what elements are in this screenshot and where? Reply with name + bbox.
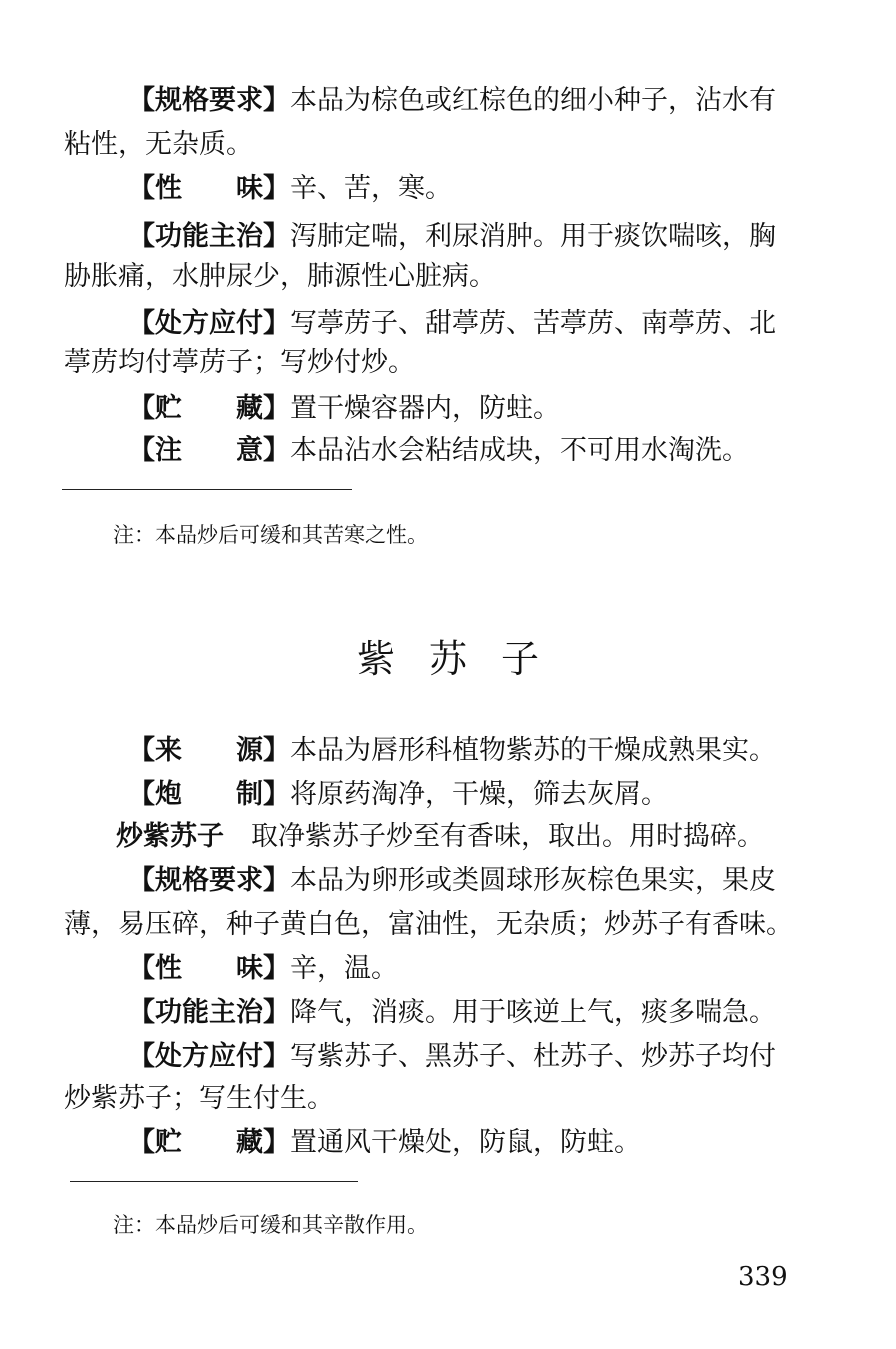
- spec-paragraph: [64, 76, 824, 126]
- function2-heading: 【功能主治】: [128, 997, 290, 1028]
- page-number: 339: [738, 1262, 788, 1292]
- prescription-heading: 【处方应付】: [128, 308, 290, 339]
- function-text-line1: 泻肺定喘，利尿消肿。用于痰饮喘咳，胸: [290, 221, 776, 252]
- function-text-line2: 胁胀痛，水肿尿少，肺源性心脏病。: [64, 261, 496, 292]
- caution-text: 本品沾水会粘结成块，不可用水淘洗。: [290, 435, 749, 466]
- footnote-divider: [62, 489, 352, 490]
- storage2-text: 置通风干燥处，防鼠，防蛀。: [290, 1127, 641, 1158]
- spec-text-line1: 本品为棕色或红棕色的细小种子，沾水有: [290, 85, 776, 116]
- prescription2-text-line2: 炒紫苏子；写生付生。: [64, 1083, 334, 1114]
- prescription2-paragraph-cont: [64, 1074, 824, 1124]
- spec2-paragraph: [64, 856, 824, 906]
- spec-paragraph-cont: [64, 120, 824, 170]
- taste-heading: 【性 味】: [128, 173, 290, 204]
- taste2-heading: 【性 味】: [128, 953, 290, 984]
- storage2-paragraph: [64, 1118, 824, 1168]
- spec2-text-line1: 本品为卵形或类圆球形灰棕色果实，果皮: [290, 865, 776, 896]
- storage2-heading: 【贮 藏】: [128, 1127, 290, 1158]
- footnote2-divider: [70, 1181, 358, 1182]
- prescription-text-line1: 写葶苈子、甜葶苈、苦葶苈、南葶苈、北: [290, 308, 776, 339]
- footnote2: 注：本品炒后可缓和其辛散作用。: [113, 1213, 428, 1237]
- footnote: 注：本品炒后可缓和其苦寒之性。: [113, 523, 428, 547]
- prescription-text-line2: 葶苈均付葶苈子；写炒付炒。: [64, 347, 415, 378]
- function-heading: 【功能主治】: [128, 221, 290, 252]
- storage-heading: 【贮 藏】: [128, 393, 290, 424]
- function2-text: 降气，消痰。用于咳逆上气，痰多喘急。: [290, 997, 776, 1028]
- fried-text: 取净紫苏子炒至有香味，取出。用时捣碎。: [224, 821, 764, 852]
- prescription-paragraph-cont: [64, 338, 824, 388]
- taste-paragraph: [64, 164, 824, 214]
- fried-heading: 炒紫苏子: [116, 821, 224, 852]
- caution-paragraph: [64, 426, 824, 476]
- function2-paragraph: [64, 988, 824, 1038]
- spec2-heading: 【规格要求】: [128, 865, 290, 896]
- source-heading: 【来 源】: [128, 735, 290, 766]
- spec2-text-line2: 薄，易压碎，种子黄白色，富油性，无杂质；炒苏子有香味。: [64, 909, 793, 940]
- prescription2-text-line1: 写紫苏子、黑苏子、杜苏子、炒苏子均付: [290, 1041, 776, 1072]
- processing-heading: 【炮 制】: [128, 779, 290, 810]
- source-paragraph: [64, 726, 824, 776]
- function-paragraph-cont: [64, 252, 824, 302]
- taste-text: 辛、苦，寒。: [290, 173, 452, 204]
- spec-heading: 【规格要求】: [128, 85, 290, 116]
- source-text: 本品为唇形科植物紫苏的干燥成熟果实。: [290, 735, 776, 766]
- caution-heading: 【注 意】: [128, 435, 290, 466]
- spec2-paragraph-cont: [64, 900, 824, 950]
- taste2-paragraph: [64, 944, 824, 994]
- taste2-text: 辛，温。: [290, 953, 398, 984]
- processing-text: 将原药淘净，干燥，筛去灰屑。: [290, 779, 668, 810]
- prescription2-heading: 【处方应付】: [128, 1041, 290, 1072]
- spec-text-line2: 粘性，无杂质。: [64, 129, 253, 160]
- storage-text: 置干燥容器内，防蛀。: [290, 393, 560, 424]
- section-title: 紫苏子: [356, 637, 573, 681]
- fried-paragraph: [64, 812, 824, 862]
